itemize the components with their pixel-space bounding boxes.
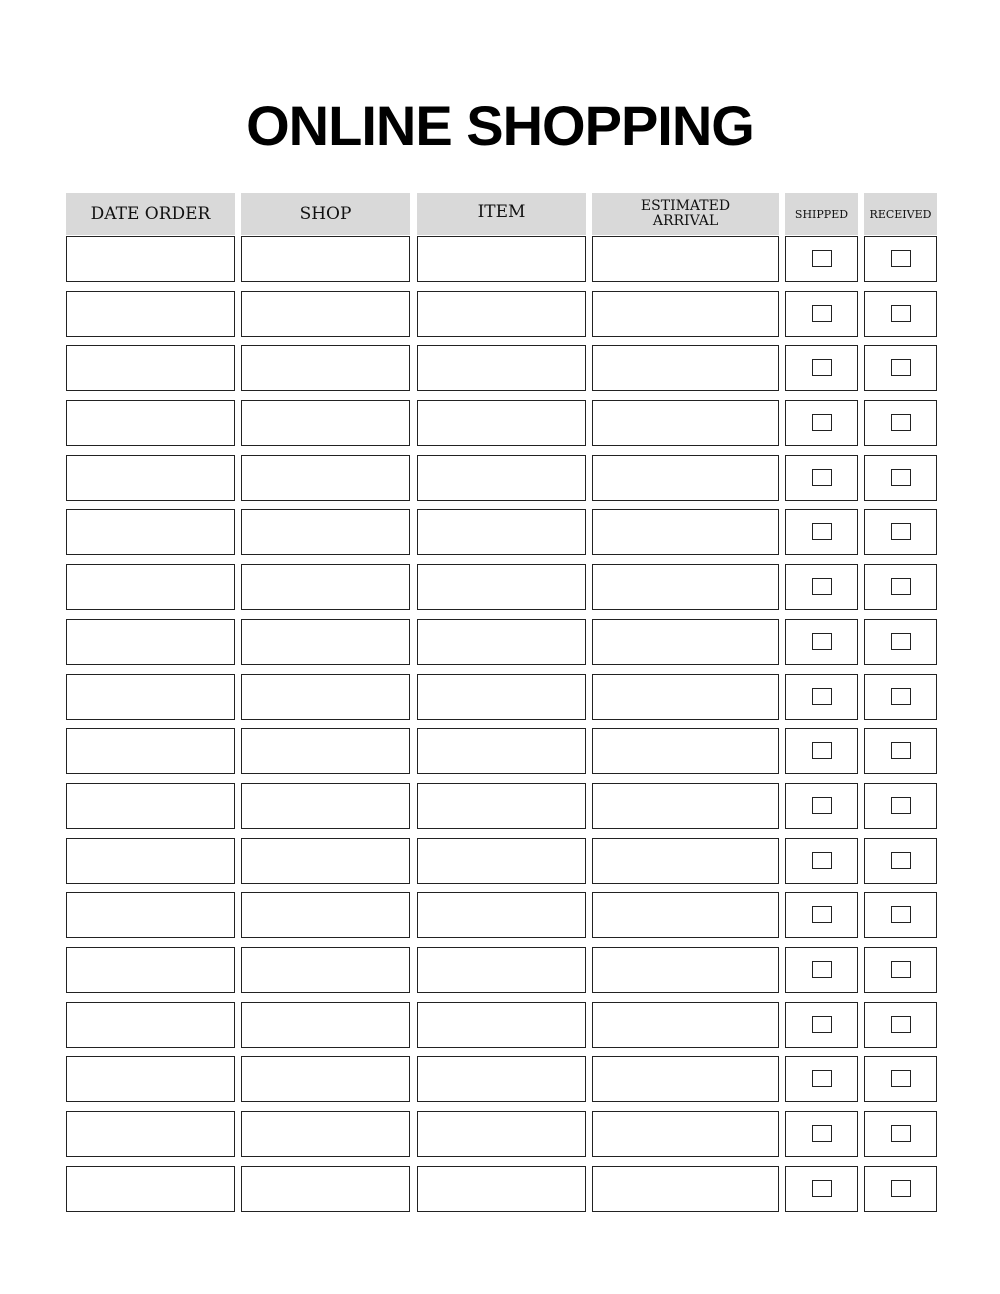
date-order-field[interactable] [66, 947, 235, 993]
received-checkbox[interactable] [891, 359, 911, 376]
received-cell [864, 236, 937, 282]
shop-field[interactable] [241, 838, 410, 884]
date-order-field[interactable] [66, 564, 235, 610]
table-row [66, 673, 939, 728]
shipped-cell [785, 1002, 858, 1048]
item-field[interactable] [417, 1002, 586, 1048]
shop-field[interactable] [241, 236, 410, 282]
table-row [66, 235, 939, 290]
shop-field[interactable] [241, 455, 410, 501]
shipped-checkbox[interactable] [812, 742, 832, 759]
shipped-checkbox[interactable] [812, 1016, 832, 1033]
shipped-checkbox[interactable] [812, 359, 832, 376]
received-checkbox[interactable] [891, 742, 911, 759]
estimated-arrival-field[interactable] [592, 619, 779, 665]
estimated-arrival-field[interactable] [592, 947, 779, 993]
shipped-cell [785, 838, 858, 884]
date-order-field[interactable] [66, 783, 235, 829]
received-checkbox[interactable] [891, 1070, 911, 1087]
item-field[interactable] [417, 1056, 586, 1102]
date-order-field[interactable] [66, 1002, 235, 1048]
shipped-checkbox[interactable] [812, 852, 832, 869]
received-checkbox[interactable] [891, 1180, 911, 1197]
shipped-cell [785, 400, 858, 446]
table-row [66, 891, 939, 946]
date-order-field[interactable] [66, 1056, 235, 1102]
received-checkbox[interactable] [891, 906, 911, 923]
shop-field[interactable] [241, 400, 410, 446]
received-checkbox[interactable] [891, 1125, 911, 1142]
item-field[interactable] [417, 509, 586, 555]
table-row [66, 290, 939, 345]
shipped-cell [785, 783, 858, 829]
shop-field[interactable] [241, 728, 410, 774]
received-checkbox[interactable] [891, 688, 911, 705]
shop-field[interactable] [241, 674, 410, 720]
received-checkbox[interactable] [891, 250, 911, 267]
estimated-arrival-field[interactable] [592, 838, 779, 884]
received-cell [864, 345, 937, 391]
shop-field[interactable] [241, 345, 410, 391]
table-row [66, 344, 939, 399]
received-checkbox[interactable] [891, 961, 911, 978]
shipped-checkbox[interactable] [812, 1180, 832, 1197]
shipped-cell [785, 892, 858, 938]
received-checkbox[interactable] [891, 852, 911, 869]
shipped-cell [785, 947, 858, 993]
received-checkbox[interactable] [891, 633, 911, 650]
received-cell [864, 728, 937, 774]
shipped-cell [785, 1056, 858, 1102]
shipped-cell [785, 728, 858, 774]
estimated-arrival-field[interactable] [592, 236, 779, 282]
estimated-arrival-field[interactable] [592, 674, 779, 720]
shipped-checkbox[interactable] [812, 523, 832, 540]
received-checkbox[interactable] [891, 578, 911, 595]
shop-field[interactable] [241, 564, 410, 610]
page-title: ONLINE SHOPPING [246, 94, 754, 157]
table-row [66, 1165, 939, 1220]
table-row [66, 946, 939, 1001]
header-shipped: SHIPPED [785, 193, 858, 235]
header-received: RECEIVED [864, 193, 937, 235]
shipped-cell [785, 1111, 858, 1157]
estimated-arrival-field[interactable] [592, 291, 779, 337]
shipped-checkbox[interactable] [812, 906, 832, 923]
table-row [66, 454, 939, 509]
received-checkbox[interactable] [891, 414, 911, 431]
received-checkbox[interactable] [891, 305, 911, 322]
header-shop: SHOP [241, 193, 410, 235]
shipped-checkbox[interactable] [812, 305, 832, 322]
received-checkbox[interactable] [891, 469, 911, 486]
item-field[interactable] [417, 1111, 586, 1157]
item-field[interactable] [417, 838, 586, 884]
item-field[interactable] [417, 345, 586, 391]
item-field[interactable] [417, 619, 586, 665]
shop-field[interactable] [241, 1056, 410, 1102]
shipped-cell [785, 509, 858, 555]
date-order-field[interactable] [66, 509, 235, 555]
estimated-arrival-field[interactable] [592, 1111, 779, 1157]
received-cell [864, 400, 937, 446]
received-cell [864, 947, 937, 993]
date-order-field[interactable] [66, 1111, 235, 1157]
table-row [66, 1110, 939, 1165]
estimated-arrival-field[interactable] [592, 1056, 779, 1102]
shipped-cell [785, 291, 858, 337]
estimated-arrival-field[interactable] [592, 345, 779, 391]
item-field[interactable] [417, 564, 586, 610]
shop-field[interactable] [241, 892, 410, 938]
table-row [66, 508, 939, 563]
shipped-checkbox[interactable] [812, 797, 832, 814]
received-checkbox[interactable] [891, 1016, 911, 1033]
shipped-cell [785, 455, 858, 501]
table-row [66, 1001, 939, 1056]
date-order-field[interactable] [66, 838, 235, 884]
table-row [66, 782, 939, 837]
estimated-arrival-field[interactable] [592, 1166, 779, 1212]
shop-field[interactable] [241, 947, 410, 993]
item-field[interactable] [417, 892, 586, 938]
shipped-checkbox[interactable] [812, 961, 832, 978]
received-cell [864, 892, 937, 938]
shipped-cell [785, 345, 858, 391]
item-field[interactable] [417, 291, 586, 337]
table-header [66, 193, 939, 235]
shop-field[interactable] [241, 1166, 410, 1212]
date-order-field[interactable] [66, 345, 235, 391]
shop-field[interactable] [241, 619, 410, 665]
received-cell [864, 619, 937, 665]
shipped-checkbox[interactable] [812, 1125, 832, 1142]
received-cell [864, 1166, 937, 1212]
shipped-checkbox[interactable] [812, 633, 832, 650]
estimated-arrival-field[interactable] [592, 564, 779, 610]
shipped-cell [785, 1166, 858, 1212]
received-cell [864, 674, 937, 720]
table-row [66, 727, 939, 782]
item-field[interactable] [417, 783, 586, 829]
header-date-order: DATE ORDER [66, 193, 235, 235]
date-order-field[interactable] [66, 674, 235, 720]
estimated-arrival-field[interactable] [592, 892, 779, 938]
received-checkbox[interactable] [891, 523, 911, 540]
shipped-checkbox[interactable] [812, 688, 832, 705]
shop-field[interactable] [241, 509, 410, 555]
shop-field[interactable] [241, 783, 410, 829]
date-order-field[interactable] [66, 400, 235, 446]
received-cell [864, 564, 937, 610]
shop-field[interactable] [241, 1002, 410, 1048]
estimated-arrival-field[interactable] [592, 1002, 779, 1048]
date-order-field[interactable] [66, 455, 235, 501]
received-cell [864, 509, 937, 555]
received-cell [864, 291, 937, 337]
item-field[interactable] [417, 728, 586, 774]
shipped-checkbox[interactable] [812, 250, 832, 267]
table-row [66, 1055, 939, 1110]
item-field[interactable] [417, 947, 586, 993]
shipped-cell [785, 619, 858, 665]
estimated-arrival-field[interactable] [592, 783, 779, 829]
item-field[interactable] [417, 400, 586, 446]
table-body [66, 235, 939, 1219]
shipped-cell [785, 674, 858, 720]
date-order-field[interactable] [66, 236, 235, 282]
item-field[interactable] [417, 236, 586, 282]
item-field[interactable] [417, 1166, 586, 1212]
received-cell [864, 1056, 937, 1102]
shipped-checkbox[interactable] [812, 469, 832, 486]
estimated-arrival-field[interactable] [592, 400, 779, 446]
shipped-checkbox[interactable] [812, 578, 832, 595]
date-order-field[interactable] [66, 892, 235, 938]
header-estimated-arrival: ESTIMATED ARRIVAL [592, 193, 779, 235]
shipped-checkbox[interactable] [812, 414, 832, 431]
date-order-field[interactable] [66, 619, 235, 665]
table-row [66, 563, 939, 618]
item-field[interactable] [417, 455, 586, 501]
received-checkbox[interactable] [891, 797, 911, 814]
received-cell [864, 838, 937, 884]
received-cell [864, 1002, 937, 1048]
date-order-field[interactable] [66, 291, 235, 337]
shipped-cell [785, 236, 858, 282]
received-cell [864, 783, 937, 829]
item-field[interactable] [417, 674, 586, 720]
shop-field[interactable] [241, 1111, 410, 1157]
shipped-cell [785, 564, 858, 610]
table-row [66, 837, 939, 892]
header-item: ITEM [417, 193, 586, 235]
date-order-field[interactable] [66, 728, 235, 774]
received-cell [864, 1111, 937, 1157]
received-cell [864, 455, 937, 501]
table-row [66, 618, 939, 673]
date-order-field[interactable] [66, 1166, 235, 1212]
estimated-arrival-field[interactable] [592, 509, 779, 555]
estimated-arrival-field[interactable] [592, 455, 779, 501]
estimated-arrival-field[interactable] [592, 728, 779, 774]
shopping-tracker-table [66, 193, 939, 235]
shop-field[interactable] [241, 291, 410, 337]
shipped-checkbox[interactable] [812, 1070, 832, 1087]
table-row [66, 399, 939, 454]
